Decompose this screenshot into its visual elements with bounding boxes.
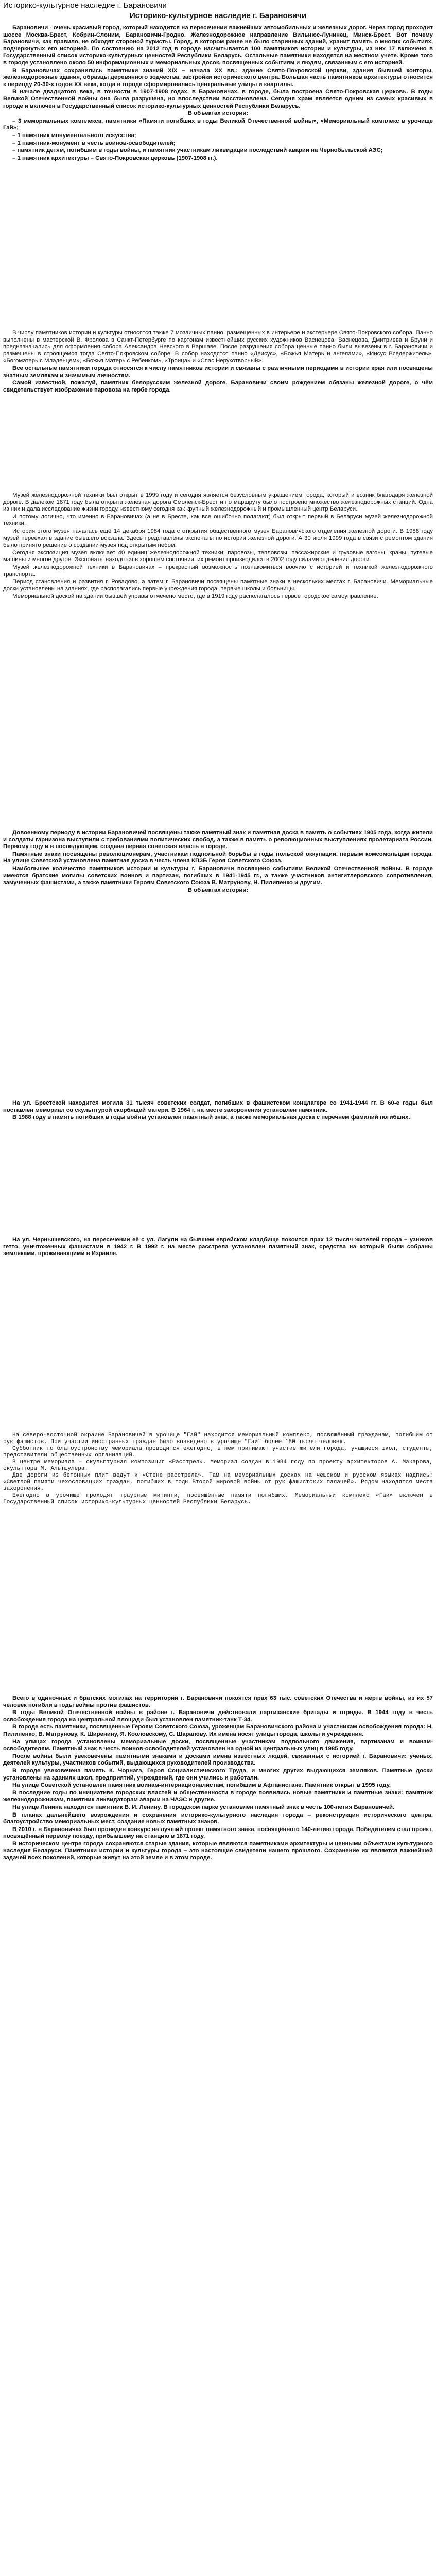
paragraph: В планах дальнейшего возрождения и сохранения историко-культурного наследия города ‒ реконструкция исторического центра, благоустройство мемориальных мест, создание новых памятных знаков. xyxy=(3,1811,433,1825)
section-mosaics xyxy=(3,330,433,469)
paragraph: После войны были увековечены памятными знаками и досками имена известных людей, связанных с историей г. Барановичи: ученых, деятелей культуры, участников событий, выдающихся руководителей производства. xyxy=(3,1753,433,1767)
paragraph: Музей железнодорожной техники в Барановичах – прекрасный возможность познакомиться воочию с историей и техникой железнодорожного транспорта. xyxy=(3,564,433,578)
paragraph: В историческом центре города сохраняются старые здания, которые являются памятниками архитектуры и ценными объектами культурного наследия Беларуси. Памятники истории и культуры города – это настоящие свидетели нашего прошлого. Сохранение их является важнейшей задачей всех поколений, которые живут на этой земле и в этом городе. xyxy=(3,1840,433,1861)
paragraph: На северо-восточной окраине Барановичей в урочище "Гай" находится мемориальный комплекс, посвящённый гражданам, погибшим от рук фашистов. При участии иностранных граждан было возведено в урочище "Гай" более 150 тысяч человек. xyxy=(3,1432,433,1445)
section-brestskaya-grave xyxy=(3,1100,433,1203)
paragraph: Самой известной, пожалуй, памятник белорусским железной дороге. Барановичи своим рождением обязаны железной дороге, о чём свидетельствует изображение паровоза на гербе города. xyxy=(3,380,433,393)
list-item: – 1 памятник монументального искусства; xyxy=(12,132,136,139)
paragraph: В числу памятников истории и культуры относятся также 7 мозаичных панно, размещенных в интерьере и экстерьере Свято-Покровского собора. Панно выполнены в мастерской В. Фролова в Санкт-Петербурге по картонам известнейших русских художников Васнецова, Васнецова, Дмитриева и Бруни и предназначались для оформления собора Александра Невского в Варшаве. После разрушения собора ценные панно были вывезены в г. Барановичи и размещены в строящемся тогда Свято-Покровском соборе. В собор находятся панно «Деисус», «Божья Матерь и ангелами», «Иисус Вседержитель», «Богоматерь с Младенцем», «Божья Матерь с Ребенком», «Троица» и «Спас Нерукотворный». xyxy=(3,330,433,364)
paragraph: Сегодня экспозиция музея включает 40 единиц железнодорожной техники: паровозы, тепловозы, пассажирские и грузовые вагоны, краны, путевые машины и многое другое. Экспонаты находятся в хорошем состоянии, их ремонт производился в 2002 году силами отделения дороги. xyxy=(3,549,433,563)
paragraph: Барановичи - очень красивый город, который находится на пересечении важнейших автомобильных и железных дорог. Через город проходит шоссе Москва-Брест, Кобрин-Слоним, Барановичи-Гродно. Железнодорожное направление Вильнюс-Лунинец, Минск-Брест. Вот почему Барановичи, как правило, не обходят стороной туристы. Город, в котором ранее не было старинных зданий, хранит память о многих событиях, подчеркнутых его историей. По состоянию на 2012 год в городе насчитывается 100 памятников истории и культуры, из них 17 включено в Государственный список историко-культурных ценностей Республики Беларусь. Остальные памятники находятся на местном учете. Кроме того в городе установлено около 50 информационных и мемориальных досок, посвященных событиям и людям, связанным с его историей. xyxy=(3,25,433,66)
paragraph: На улице Советской установлен памятник воинам-интернационалистам, погибшим в Афганистане. Памятник открыт в 1995 году. xyxy=(12,1782,391,1789)
paragraph: В центре мемориала – скульптурная композиция «Расстрел». Мемориал создан в 1984 году по проекту архитекторов А. Макарова, скульптора М. Альтшулера. xyxy=(3,1459,433,1472)
paragraph: В объектах истории: xyxy=(187,887,249,893)
paragraph: В последние годы по инициативе городских властей и общественности в городе появились новые памятники и памятные знаки: памятник железнодорожникам, памятник ликвидаторам аварии на ЧАЭС и другие. xyxy=(3,1789,433,1803)
paragraph: Ежегодно в урочище проходят траурные митинги, посвящённые памяти погибших. Мемориальный комплекс «Гай» включен в Государственный список историко-культурных ценностей Республики Беларусь. xyxy=(3,1493,433,1505)
section-railway-museum xyxy=(3,492,433,822)
paragraph: И потому логично, что именно в Барановичах (а не в Бресте, как все ошибочно полагают) был открыт первый в Беларуси музей железнодорожной техники. xyxy=(3,513,433,527)
section-ghetto-memorial xyxy=(3,1236,433,1340)
paragraph: Мемориальной доской на здании бывшей управы отмечено место, где в 1919 году располагалось первое городское самоуправление. xyxy=(12,593,378,600)
paragraph: Памятные знаки посвящены революционерам, участникам подпольной борьбы в годы польской оккупации, первым комсомольцам города. На улице Советской установлена памятная доска в честь члена КПЗБ Героя Советского Союза. xyxy=(3,851,433,865)
section-prewar xyxy=(3,829,433,1097)
paragraph: В городе увековечена память К. Чорнага, Героя Социалистического Труда, и многих других выдающихся земляков. Памятные доски установлены на зданиях школ, предприятий, учреждений, где они учились и работали. xyxy=(3,1767,433,1781)
list-item: – 3 мемориальных комплекса, памятники «Памяти погибших в годы Великой Отечественной войны», «Мемориальный комплекс в урочище Гай»; xyxy=(3,117,433,131)
paragraph: На ул. Брестской находится могила 31 тысяч советских солдат, погибших в фашистском концлагере со 1941-1944 гг. В 60-е годы был поставлен мемориал со скульптурой скорбящей матери. В 1964 г. на месте захоронения установлен памятник. xyxy=(3,1100,433,1113)
paragraph: Все остальные памятники города относятся к числу памятников истории и связаны с различными периодами в истории края или посвящены знатным землякам и значимым личностям. xyxy=(3,365,433,379)
paragraph: В начале двадцатого века, в точности в 1907-1908 годах, в Барановичах, в городе, была построена Свято-Покровская церковь. В годы Великой Отечественной войны она была разрушена, но впоследствии восстановлена. Сегодня храм является одним из самых красивых в городе и включен в Государственный список историко-культурных ценностей Республики Беларусь. xyxy=(3,89,433,109)
list-item: – памятник детям, погибшим в годы войны, и памятник участникам ликвидации последствий аварии на Чернобыльской АЭС; xyxy=(12,147,383,154)
paragraph: В годы Великой Отечественной войны в районе г. Барановичи действовали партизанские бригады и отряды. В 1944 году в честь освобождения города на центральной площади был установлен памятник-танк Т-34. xyxy=(3,1709,433,1723)
paragraph: В 1988 году в память погибших в годы войны установлен памятный знак, а также мемориальная доска с перечнем фамилий погибших. xyxy=(12,1114,410,1121)
paragraph: На улицах города установлены мемориальные доски, посвященные участникам подпольного движения, партизанам и воинам-освободителям. Памятный знак в честь воинов-освободителей установлен на одной из центральных улиц в 1985 году. xyxy=(3,1738,433,1752)
paragraph: Довоенному периоду в истории Барановичей посвящены также памятный знак и памятная доска в память о событиях 1905 года, когда жители и солдаты гарнизона выступили с требованиями политических свобод, а также в память о революционных выступлениях пролетариата России. Первому году и в последующем, создана первая советская власть в городе. xyxy=(3,829,433,850)
paragraph: На улице Ленина находится памятник В. И. Ленину. В городском парке установлен памятный знак в честь 100-летия Барановичей. xyxy=(12,1804,395,1810)
section-intro xyxy=(3,25,433,313)
paragraph: Две дороги из бетонных плит ведут к «Стене расстрела». Там на мемориальных досках на чешском и русском языках надпись: «Светлой памяти чехословацких граждан, погибших в годы Второй мировой войны от рук фашистских палачей». Рядом находятся места захоронения. xyxy=(3,1472,433,1492)
paragraph: В объектах истории: xyxy=(187,110,249,117)
paragraph: В Барановичах сохранились памятники знаний XIX – начала XX вв.: здание Свято-Покровской церкви, здания бывшей конторы, железнодорожные здания, образцы деревянного зодчества, застройки исторического центра. Большая часть памятников архитектуры относится к периоду 20-30-х годов XX века, когда в городе сформировались центральные улицы и кварталы. xyxy=(3,67,433,88)
list-item: – 1 памятник архитектуры – Свято-Покровская церковь (1907-1908 гг.). xyxy=(12,155,218,161)
paragraph: Субботник по благоустройству мемориала проводится ежегодно, в нём принимают участие жители города, учащиеся школ, студенты, представители общественных организаций. xyxy=(3,1446,433,1459)
document-title: Историко-культурное наследие г. Барановичи xyxy=(129,11,307,20)
paragraph: На ул. Чернышевского, на пересечении её с ул. Лагули на бывшем еврейском кладбище покоится прах 12 тысяч жителей города – узников гетто, уничтоженных фашистами в 1942 г. В 1992 г. на месте расстрела установлен памятный знак, средства на который были собраны земляками, проживающими в Израиле. xyxy=(3,1236,433,1257)
paragraph: В 2010 г. в Барановичах был проведен конкурс на лучший проект памятного знака, посвящённого 140-летию города. Победителем стал проект, посвящённый первому поезду, прибывшему на станцию в 1871 году. xyxy=(3,1826,433,1840)
section-graves-and-monuments xyxy=(3,1695,433,2576)
list-item: – 1 памятник-монумент в честь воинов-освободителей; xyxy=(12,140,176,146)
paragraph: Всего в одиночных и братских могилах на территории г. Барановичи покоятся прах 63 тыс. советских Отечества и жертв войны, из их 57 человек погибли в годы войны против фашистов. xyxy=(3,1695,433,1708)
paragraph: Наибольшее количество памятников истории и культуры г. Барановичи посвящено событиям Великой Отечественной войны. В городе имеются братские могилы советских воинов и партизан, погибших в 1941-1945 гг., а также участников антигитлеровского сопротивления, замученных фашистами, а также памятники Героям Советского Союза В. Матрунову, Н. Пилипенко и другим. xyxy=(3,865,433,886)
window-title: Историко-культурное наследие г. Барановичи xyxy=(3,1,167,10)
paragraph: В городе есть памятники, посвященные Героям Советского Союза, уроженцам Барановичского района и участникам освобождения города: Н. Пилипенко, В. Матрунову, К. Ширенину, Я. Кооловскому, С. Шарапову. Их имена носят улицы города, школы и учреждения. xyxy=(3,1724,433,1737)
section-gai-memorial xyxy=(3,1432,433,1638)
paragraph: Музей железнодорожной техники был открыт в 1999 году и сегодня является безусловным украшением города, который и возник благодаря железной дороге. В далеком 1871 году была открыта железная дорога Смоленск-Брест и по маршруту было построено множество железнодорожных станций. Одна из них и дала исследование жизни городу, известному сегодня как крупный железнодорожный и промышленный центр Беларуси. xyxy=(3,492,433,513)
paragraph: История этого музея началась ещё 14 декабря 1984 года с открытия общественного музея Барановичского отделения железной дороги. В 1988 году музей переехал в здание бывшего вокзала. Здесь представлены экспонаты по истории железной дороги. А 30 июля 1999 года в связи с ремонтом здания было принято решение о создании музея под открытым небом. xyxy=(3,528,433,549)
paragraph: Период становления и развития г. Ровадово, а затем г. Барановичи посвящены памятные знаки в нескольких местах г. Барановичи. Мемориальные доски установлены на зданиях, где располагались первые учреждения города, первые школы и больницы. xyxy=(3,579,433,592)
